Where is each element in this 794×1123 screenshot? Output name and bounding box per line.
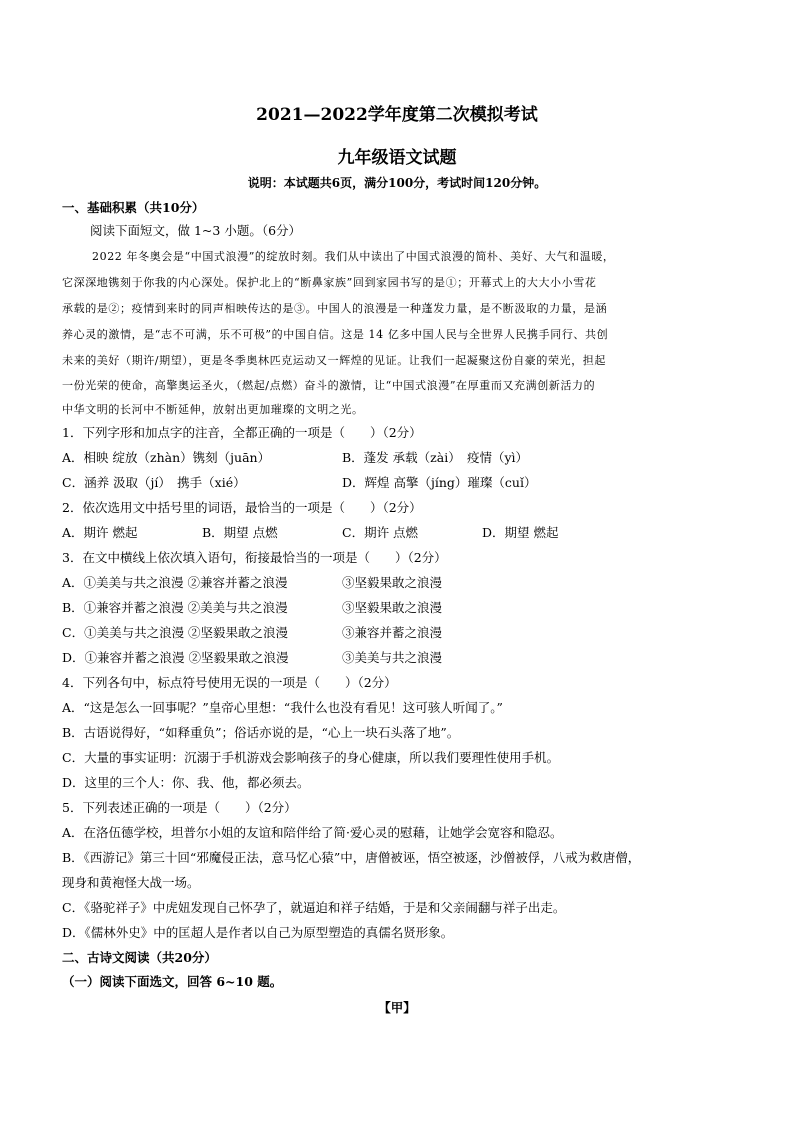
- passage-marker-jia: 【甲】: [378, 1000, 416, 1015]
- q1-option-b: B．蓬发 承载（zài） 疫情（yì）: [342, 450, 529, 465]
- q5-stem: 5．下列表述正确的一项是（ ）（2分）: [62, 800, 297, 815]
- q4-option-a: A．“这是怎么一回事呢？”皇帝心里想：“我什么也没有看见！这可骇人听闻了。”: [62, 700, 503, 715]
- exam-note: 说明：本试题共6页，满分100分，考试时间120分钟。: [247, 176, 547, 190]
- passage-line-3: 承载的是②；疫情到来时的同声相映传达的是③。中国人的浪漫是一种蓬发力量，是不断汲取的力量，是涵: [62, 302, 608, 315]
- passage-line-2: 它深深地镌刻于你我的内心深处。保护北上的“断鼻家族”回到家园书写的是①；开幕式上的大大小小雪花: [62, 276, 597, 289]
- section2-heading: 二、古诗文阅读（共20分）: [62, 950, 217, 965]
- q4-option-d: D．这里的三个人：你、我、他，都必须去。: [62, 775, 310, 790]
- q3-option-b-part2: ③坚毅果敢之浪漫: [342, 600, 443, 615]
- q3-option-b-part1: B．①兼容并蓄之浪漫 ②美美与共之浪漫: [62, 600, 288, 615]
- exam-title: 2021—2022学年度第二次模拟考试: [256, 105, 538, 125]
- passage-line-7: 中华文明的长河中不断延伸，放射出更加璀璨的文明之光。: [62, 403, 364, 416]
- q3-option-d-part1: D．①兼容并蓄之浪漫 ②坚毅果敢之浪漫: [62, 650, 289, 665]
- q3-option-c-part2: ③兼容并蓄之浪漫: [342, 625, 443, 640]
- q5-option-a: A．在洛伍德学校，坦普尔小姐的友谊和陪伴给了简·爱心灵的慰藉，让她学会宽容和隐忍。: [62, 825, 563, 840]
- q3-option-c-part1: C．①美美与共之浪漫 ②坚毅果敢之浪漫: [62, 625, 289, 640]
- passage-line-6: 一份光荣的使命，高擎奥运圣火，（燃起/点燃）奋斗的激情，让“中国式浪漫”在厚重而又充满创新活力的: [62, 379, 596, 392]
- q3-option-a-part1: A．①美美与共之浪漫 ②兼容并蓄之浪漫: [62, 575, 288, 590]
- q1-option-c: C．涵养 汲取（jí） 携手（xié）: [62, 475, 246, 490]
- section1-heading: 一、基础积累（共10分）: [62, 200, 205, 215]
- q1-option-d: D．辉煌 高擎（jíng）璀璨（cuǐ）: [342, 475, 537, 490]
- passage-line-1: 2022 年冬奥会是“中国式浪漫”的绽放时刻。我们从中读出了中国式浪漫的简朴、美好、大气和温暖，: [92, 250, 615, 263]
- q1-stem: 1．下列字形和加点字的注音，全都正确的一项是（ ）（2分）: [62, 425, 422, 440]
- q3-option-d-part2: ③美美与共之浪漫: [342, 650, 443, 665]
- passage-line-4: 养心灵的激情，是“志不可满，乐不可极”的中国自信。这是 14 亿多中国人民与全世界人民携手同行、共创: [62, 328, 609, 341]
- q4-option-c: C．大量的事实证明：沉溺于手机游戏会影响孩子的身心健康，所以我们要理性使用手机。: [62, 750, 560, 765]
- section2-subheading: （一）阅读下面选文，回答 6~10 题。: [62, 974, 283, 989]
- q2-option-b: B．期望 点燃: [202, 525, 278, 540]
- q5-option-d: D．《儒林外史》中的匡超人是作者以自己为原型塑造的真儒名贤形象。: [62, 925, 454, 940]
- q2-stem: 2．依次选用文中括号里的词语，最恰当的一项是（ ）（2分）: [62, 500, 422, 515]
- exam-subtitle: 九年级语文试题: [337, 148, 457, 168]
- q2-option-c: C．期许 点燃: [342, 525, 419, 540]
- q2-option-d: D．期望 燃起: [482, 525, 559, 540]
- q4-option-b: B．古语说得好，“如释重负”；俗话亦说的是，“心上一块石头落了地”。: [62, 725, 460, 740]
- passage-line-5: 未来的美好（期许/期望），更是冬季奥林匹克运动又一辉煌的见证。让我们一起凝聚这份自豪的荣光，担起: [62, 354, 607, 367]
- q2-option-a: A．期许 燃起: [62, 525, 138, 540]
- section1-instruction: 阅读下面短文，做 1~3 小题。（6分）: [90, 223, 302, 238]
- q3-option-a-part2: ③坚毅果敢之浪漫: [342, 575, 443, 590]
- q5-option-b-line2: 现身和黄袍怪大战一场。: [62, 875, 200, 890]
- q3-stem: 3．在文中横线上依次填入语句，衔接最恰当的一项是（ ）（2分）: [62, 550, 447, 565]
- q1-option-a: A．相映 绽放（zhàn）镌刻（juān）: [62, 450, 271, 465]
- q4-stem: 4．下列各句中，标点符号使用无误的一项是（ ）（2分）: [62, 675, 397, 690]
- q5-option-b-line1: B．《西游记》第三十回“邪魔侵正法，意马忆心猿”中，唐僧被诬，悟空被逐，沙僧被俘，八戒为救唐僧，: [62, 850, 641, 865]
- q5-option-c: C．《骆驼祥子》中虎妞发现自己怀孕了，就逼迫和祥子结婚，于是和父亲闹翻与祥子出走。: [62, 900, 566, 915]
